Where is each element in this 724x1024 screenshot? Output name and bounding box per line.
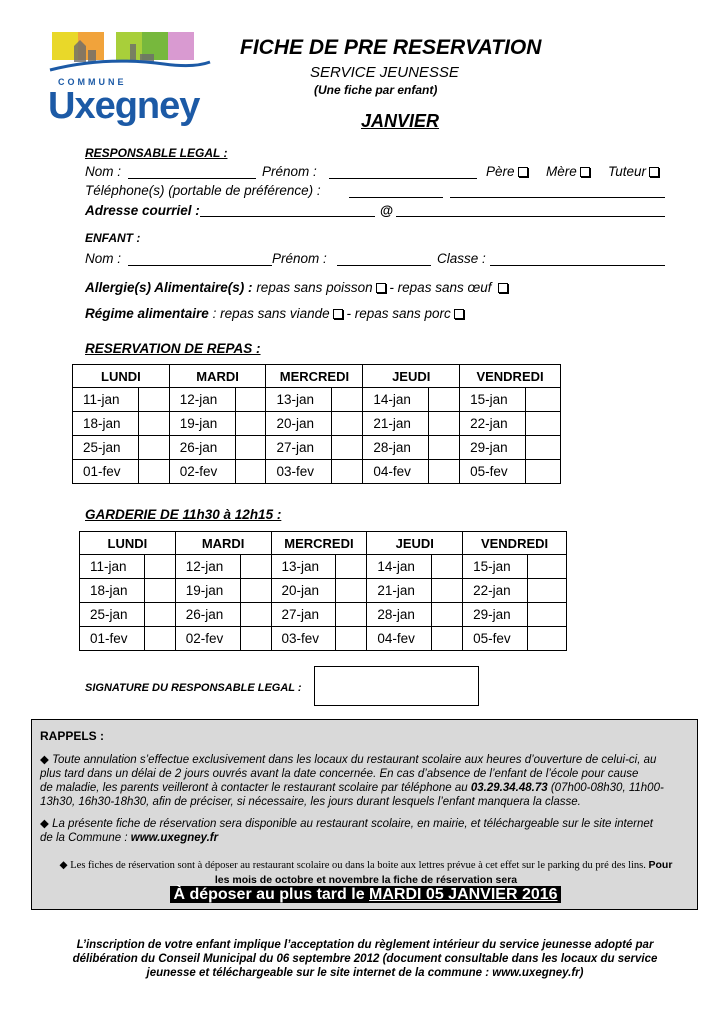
selection-box[interactable]	[144, 627, 175, 651]
date-cell: 03-fev	[271, 627, 336, 651]
date-cell: 21-jan	[367, 579, 432, 603]
rappels-p3-pour: Pour	[648, 859, 673, 871]
selection-box[interactable]	[528, 579, 567, 603]
mere-label: Mère	[546, 164, 577, 179]
rappels-p1-line2: plus tard dans un délai de 2 jours ouvrés avant la date concernée. En cas d’absence de l’enfant de l’école pour cause	[40, 768, 639, 780]
rappels-paragraph-depot	[46, 858, 686, 888]
day-header: JEUDI	[367, 532, 463, 555]
selection-box[interactable]	[432, 603, 463, 627]
telephone-field-2[interactable]	[450, 197, 665, 198]
selection-box[interactable]	[235, 388, 266, 412]
restaurant-phone-number: 03.29.34.48.73	[470, 782, 548, 794]
responsable-prenom-label: Prénom :	[262, 164, 317, 179]
table-row	[80, 627, 567, 651]
date-cell: 14-jan	[367, 555, 432, 579]
selection-box[interactable]	[235, 436, 266, 460]
date-cell: 28-jan	[367, 603, 432, 627]
selection-box[interactable]	[526, 460, 561, 484]
selection-box[interactable]	[144, 603, 175, 627]
date-cell: 28-jan	[363, 436, 429, 460]
allergie-option-oeuf: repas sans œuf	[397, 280, 492, 295]
selection-box[interactable]	[144, 579, 175, 603]
date-cell: 25-jan	[80, 603, 145, 627]
date-cell: 14-jan	[363, 388, 429, 412]
deadline-text	[170, 886, 560, 903]
footer-line3: jeunesse et téléchargeable sur le site internet de la commune : www.uxegney.fr)	[146, 967, 584, 979]
rappels-p1-hours: (07h00-08h30, 11h00-	[550, 782, 664, 794]
day-header: LUNDI	[73, 365, 170, 388]
date-cell: 26-jan	[169, 436, 235, 460]
selection-box[interactable]	[240, 555, 271, 579]
enfant-classe-label: Classe :	[437, 251, 486, 266]
selection-box[interactable]	[138, 436, 169, 460]
table-row	[73, 412, 561, 436]
date-cell: 29-jan	[460, 436, 526, 460]
date-cell: 27-jan	[271, 603, 336, 627]
rappels-box	[31, 719, 698, 910]
rappels-p1-line1: Toute annulation s’effectue exclusivement dans les locaux du restaurant scolaire aux heures d’ouverture de celui-ci, au	[52, 754, 657, 766]
month-heading: JANVIER	[361, 111, 440, 131]
enfant-heading: ENFANT :	[85, 231, 141, 245]
responsable-prenom-field[interactable]	[329, 178, 477, 179]
responsable-nom-label: Nom :	[85, 164, 122, 179]
email-domain-field[interactable]	[396, 216, 665, 217]
mere-checkbox[interactable]	[580, 167, 590, 177]
selection-box[interactable]	[526, 388, 561, 412]
regime-colon: :	[212, 306, 217, 321]
page-note: (Une fiche par enfant)	[314, 83, 438, 97]
selection-box[interactable]	[144, 555, 175, 579]
bullet-icon: ◆	[40, 754, 49, 766]
selection-box[interactable]	[332, 436, 363, 460]
date-cell: 12-jan	[175, 555, 240, 579]
rappels-p1-line3: de maladie, les parents veilleront à contacter le restaurant scolaire par téléphone au	[40, 782, 468, 794]
selection-box[interactable]	[336, 603, 367, 627]
logo-commune-text: COMMUNE	[58, 77, 127, 87]
date-cell: 21-jan	[363, 412, 429, 436]
regime-label: Régime alimentaire	[85, 306, 209, 321]
pere-label: Père	[486, 164, 515, 179]
telephone-field-1[interactable]	[349, 197, 443, 198]
selection-box[interactable]	[336, 579, 367, 603]
allergie-poisson-checkbox[interactable]	[376, 283, 386, 293]
selection-box[interactable]	[429, 388, 460, 412]
rappels-title: RAPPELS :	[40, 729, 105, 743]
rappels-p2-line2: de la Commune :	[40, 832, 128, 844]
email-user-field[interactable]	[200, 216, 375, 217]
mere-option[interactable]	[546, 164, 590, 179]
page-title: FICHE DE PRE RESERVATION	[240, 36, 542, 59]
enfant-prenom-field[interactable]	[337, 265, 431, 266]
date-cell: 19-jan	[169, 412, 235, 436]
date-cell: 02-fev	[169, 460, 235, 484]
selection-box[interactable]	[138, 388, 169, 412]
selection-box[interactable]	[432, 579, 463, 603]
selection-box[interactable]	[332, 460, 363, 484]
selection-box[interactable]	[240, 579, 271, 603]
pere-checkbox[interactable]	[518, 167, 528, 177]
footer-notice	[60, 938, 670, 980]
table-row	[73, 460, 561, 484]
table-row	[73, 436, 561, 460]
date-cell: 25-jan	[73, 436, 139, 460]
village-skyline-icon	[44, 28, 214, 78]
selection-box[interactable]	[336, 627, 367, 651]
enfant-nom-label: Nom :	[85, 251, 122, 266]
selection-box[interactable]	[138, 460, 169, 484]
garderie-table	[79, 531, 567, 651]
date-cell: 04-fev	[363, 460, 429, 484]
date-cell: 13-jan	[271, 555, 336, 579]
deadline-prefix: À déposer au plus tard le	[173, 886, 365, 903]
deadline-date: MARDI 05 JANVIER 2016	[369, 886, 558, 903]
enfant-nom-field[interactable]	[128, 265, 272, 266]
day-header: VENDREDI	[460, 365, 561, 388]
rappels-p1-line4: 13h30, 16h30-18h30, afin de préciser, si nécessaire, les jours durant lesquels l’enfant manquera la classe.	[40, 796, 581, 808]
rappels-p2-line1: La présente fiche de réservation sera disponible au restaurant scolaire, en mairie, et téléchargeable sur le site internet	[52, 818, 653, 830]
email-label: Adresse courriel :	[85, 203, 200, 218]
date-cell: 29-jan	[463, 603, 528, 627]
date-cell: 11-jan	[80, 555, 145, 579]
garderie-heading: GARDERIE DE 11h30 à 12h15 :	[85, 507, 282, 522]
date-cell: 05-fev	[463, 627, 528, 651]
reservation-heading: RESERVATION DE REPAS :	[85, 341, 261, 356]
footer-line1: L’inscription de votre enfant implique l’acceptation du règlement intérieur du service jeunesse adopté par	[76, 939, 654, 951]
responsable-heading: RESPONSABLE LEGAL :	[85, 146, 228, 160]
table-header-row	[73, 365, 561, 388]
date-cell: 27-jan	[266, 436, 332, 460]
telephone-label: Téléphone(s) (portable de préférence) :	[85, 183, 321, 198]
day-header: LUNDI	[80, 532, 176, 555]
date-cell: 22-jan	[463, 579, 528, 603]
date-cell: 20-jan	[271, 579, 336, 603]
rappels-paragraph-disponibilite	[40, 817, 653, 845]
date-cell: 18-jan	[80, 579, 145, 603]
regime-row	[85, 306, 464, 321]
rappels-paragraph-annulation	[40, 753, 664, 809]
date-cell: 18-jan	[73, 412, 139, 436]
table-header-row	[80, 532, 567, 555]
enfant-classe-field[interactable]	[490, 265, 665, 266]
page-subtitle: SERVICE JEUNESSE	[310, 64, 459, 81]
responsable-nom-field[interactable]	[128, 178, 256, 179]
selection-box[interactable]	[526, 412, 561, 436]
website-link[interactable]: www.uxegney.fr	[130, 832, 219, 844]
tuteur-option[interactable]	[608, 164, 659, 179]
selection-box[interactable]	[332, 388, 363, 412]
selection-box[interactable]	[138, 412, 169, 436]
selection-box[interactable]	[235, 412, 266, 436]
date-cell: 15-jan	[463, 555, 528, 579]
tuteur-checkbox[interactable]	[649, 167, 659, 177]
date-cell: 20-jan	[266, 412, 332, 436]
allergie-row	[85, 280, 508, 295]
date-cell: 03-fev	[266, 460, 332, 484]
selection-box[interactable]	[429, 412, 460, 436]
allergie-option-poisson: repas sans poisson	[256, 280, 373, 295]
selection-box[interactable]	[528, 627, 567, 651]
date-cell: 19-jan	[175, 579, 240, 603]
regime-separator: -	[346, 306, 351, 321]
rappels-p3-line1: Les fiches de réservation sont à déposer au restaurant scolaire ou dans la boite aux lettres prévue à cet effet sur le parking du pré des lins.	[70, 860, 646, 871]
date-cell: 22-jan	[460, 412, 526, 436]
enfant-prenom-label: Prénom :	[272, 251, 327, 266]
email-at-sign: @	[380, 203, 394, 218]
table-row	[80, 579, 567, 603]
date-cell: 11-jan	[73, 388, 139, 412]
regime-porc-checkbox[interactable]	[454, 309, 464, 319]
selection-box[interactable]	[240, 603, 271, 627]
commune-logo	[44, 28, 214, 128]
day-header: MERCREDI	[271, 532, 367, 555]
table-row	[80, 603, 567, 627]
bullet-icon: ◆	[40, 818, 49, 830]
logo-wordmark: Uxegney	[48, 85, 200, 127]
date-cell: 15-jan	[460, 388, 526, 412]
allergie-label: Allergie(s) Alimentaire(s) :	[85, 280, 253, 295]
bullet-icon: ◆	[59, 860, 68, 871]
selection-box[interactable]	[240, 627, 271, 651]
selection-box[interactable]	[526, 436, 561, 460]
footer-line2: délibération du Conseil Municipal du 06 septembre 2012 (document consultable dans les locaux du service	[72, 953, 658, 965]
selection-box[interactable]	[528, 603, 567, 627]
date-cell: 05-fev	[460, 460, 526, 484]
rappels-p3-line2: les mois de octobre et novembre la fiche de réservation sera	[214, 874, 518, 886]
selection-box[interactable]	[432, 555, 463, 579]
day-header: MERCREDI	[266, 365, 363, 388]
table-row	[73, 388, 561, 412]
date-cell: 12-jan	[169, 388, 235, 412]
date-cell: 02-fev	[175, 627, 240, 651]
date-cell: 04-fev	[367, 627, 432, 651]
allergie-separator: -	[389, 280, 394, 295]
reservation-table	[72, 364, 561, 484]
table-row	[80, 555, 567, 579]
selection-box[interactable]	[235, 460, 266, 484]
day-header: VENDREDI	[463, 532, 567, 555]
date-cell: 26-jan	[175, 603, 240, 627]
selection-box[interactable]	[336, 555, 367, 579]
pere-option[interactable]	[486, 164, 528, 179]
deadline-banner	[32, 886, 699, 904]
regime-viande-checkbox[interactable]	[333, 309, 343, 319]
selection-box[interactable]	[432, 627, 463, 651]
date-cell: 01-fev	[80, 627, 145, 651]
signature-label: SIGNATURE DU RESPONSABLE LEGAL :	[85, 682, 302, 694]
selection-box[interactable]	[332, 412, 363, 436]
tuteur-label: Tuteur	[608, 164, 647, 179]
day-header: MARDI	[175, 532, 271, 555]
selection-box[interactable]	[528, 555, 567, 579]
day-header: JEUDI	[363, 365, 460, 388]
regime-option-viande: repas sans viande	[220, 306, 330, 321]
date-cell: 13-jan	[266, 388, 332, 412]
signature-box[interactable]	[314, 666, 479, 706]
regime-option-porc: repas sans porc	[354, 306, 451, 321]
date-cell: 01-fev	[73, 460, 139, 484]
day-header: MARDI	[169, 365, 266, 388]
selection-box[interactable]	[429, 460, 460, 484]
selection-box[interactable]	[429, 436, 460, 460]
allergie-oeuf-checkbox[interactable]	[498, 283, 508, 293]
